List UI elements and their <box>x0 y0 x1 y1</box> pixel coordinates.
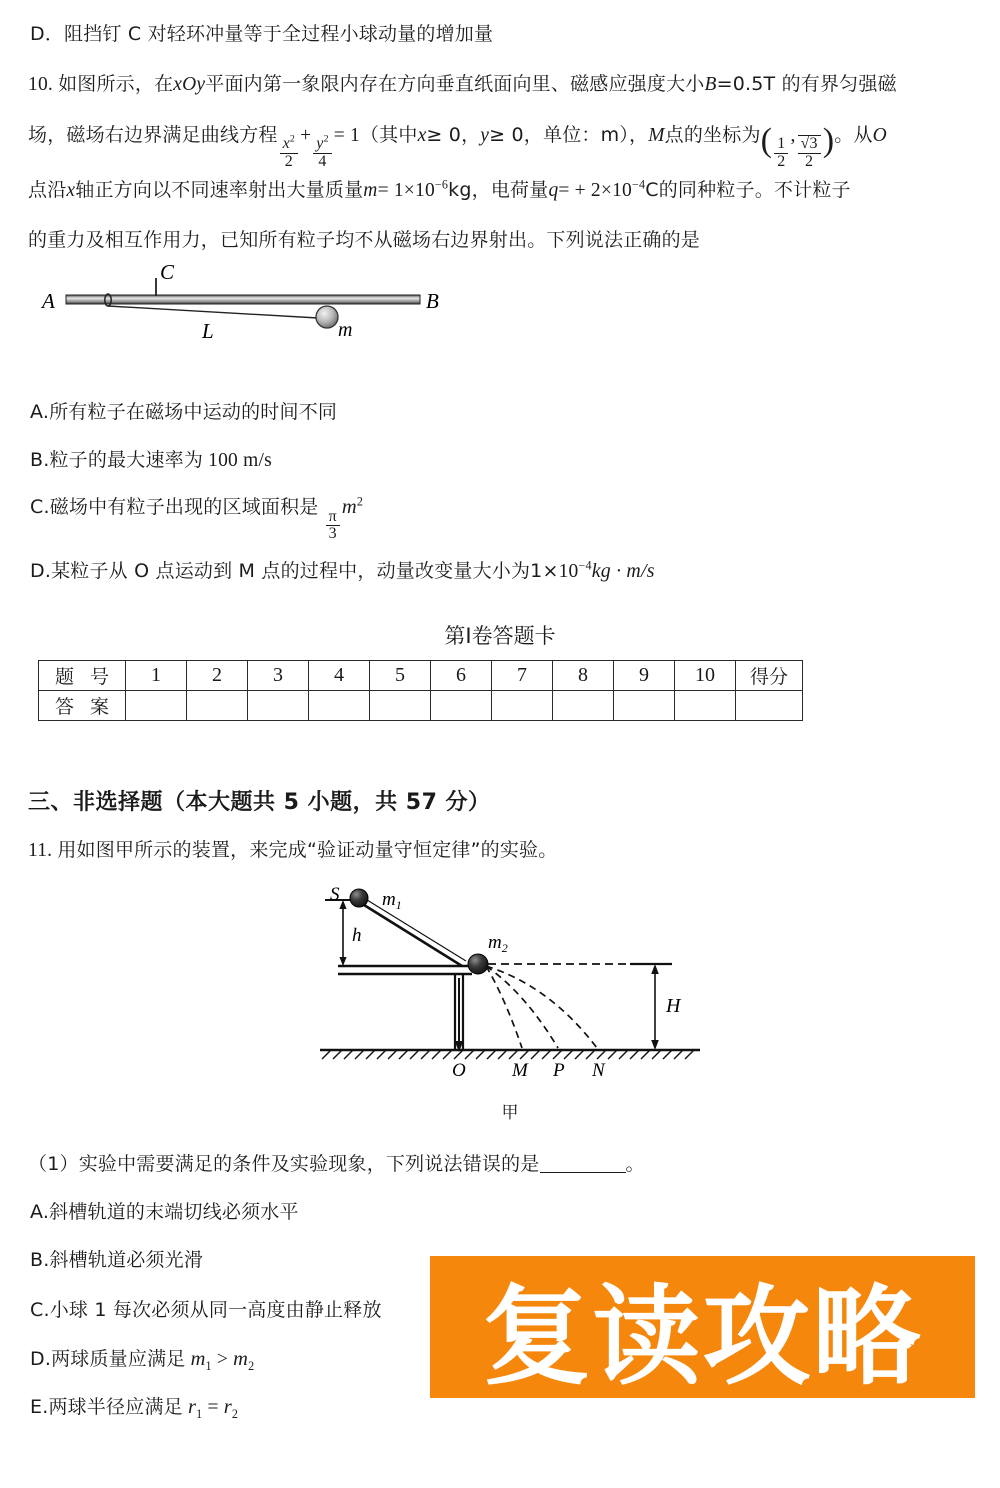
q10-option-d: D.某粒子从 O 点运动到 M 点的过程中，动量改变量大小为$1\times 10^{-4}kg \cdot m/s$ <box>30 558 655 582</box>
ball-m1 <box>350 889 368 907</box>
question-no-9: 9 <box>614 661 675 691</box>
question10-line2: 场，磁场右边界满足曲线方程 $\frac{x^2}{2}$ + $\frac{y^2}{4}$ = 1（其中x≥ 0，y≥ 0，单位：m），M点的坐标为( $\frac{1}{2}$ , $\frac{√3}{2}$ )。从O <box>28 118 887 170</box>
question11-stem <box>28 838 557 864</box>
question-no-8: 8 <box>553 661 614 691</box>
watermark-banner: 复读攻略 <box>430 1256 975 1398</box>
question10-line1 <box>28 72 897 98</box>
ellipse-term-y: $\frac{y^2}{4}$ <box>313 136 331 170</box>
q10-option-a: A.所有粒子在磁场中运动的时间不同 <box>30 401 338 423</box>
q11-option-d: D.两球质量应满足 $m_1 > m_2$ <box>30 1348 255 1373</box>
label-n-point: N <box>592 1060 605 1081</box>
answer-card-title: 第Ⅰ卷答题卡 <box>444 624 556 648</box>
label-l: L <box>202 319 214 342</box>
pi-over-three: $\frac{\pi}{3}$ <box>326 509 340 543</box>
answer-cell-2[interactable] <box>187 691 248 721</box>
inclined-track-edge <box>359 895 466 961</box>
question-no-1: 1 <box>126 661 187 691</box>
q10-b-value: 100 m/s <box>208 450 272 471</box>
figure-jia-caption: 甲 <box>501 1103 519 1123</box>
experiment-figure-svg <box>300 878 720 1093</box>
H-arrow-down <box>651 1040 659 1050</box>
right-paren: ) <box>822 122 835 159</box>
answer-cell-10[interactable] <box>675 691 736 721</box>
label-a: A <box>42 289 55 313</box>
q10-point-O: O <box>872 124 887 146</box>
q10-option-c: C.磁场中有粒子出现的区域面积是 $\frac{\pi}{3}$ $m^2$ <box>30 494 364 542</box>
ellipse-term-x: $\frac{x^2}{2}$ <box>280 136 298 170</box>
answer-cell-1[interactable] <box>126 691 187 721</box>
answer-cell-7[interactable] <box>492 691 553 721</box>
answer-blank[interactable] <box>540 1172 626 1173</box>
q10-option-b: B.粒子的最大速率为 100 m/s <box>30 449 272 471</box>
row-header-question-no: 题 号 <box>39 661 126 691</box>
table-row-answers <box>39 691 803 721</box>
trajectory-to-p <box>486 966 558 1048</box>
answer-cell-5[interactable] <box>370 691 431 721</box>
rod-nail-ball-figure <box>30 262 450 342</box>
question-no-7: 7 <box>492 661 553 691</box>
answer-card-table <box>38 660 803 721</box>
q10-l2-a: 场，磁场右边界满足曲线方程 <box>28 123 278 146</box>
ball-m <box>316 306 338 328</box>
H-arrow-up <box>651 964 659 974</box>
question11-number: 11. <box>28 840 53 861</box>
question10-line3: 点沿x轴正方向以不同速率射出大量质量$m= 1\times 10^{-6}kg$，电荷量$q= + 2\times 10^{-4}C$的同种粒子。不计粒子 <box>28 177 851 201</box>
section-3-heading: 三、非选择题（本大题共 5 小题，共 57 分） <box>28 790 491 815</box>
question9-option-d: D．阻挡钉 C 对轻环冲量等于全过程小球动量的增加量 <box>30 23 494 45</box>
h-arrow-up <box>339 900 346 909</box>
label-m: m <box>338 319 353 341</box>
q11-sub1-prompt: （1）实验中需要满足的条件及实验现象，下列说法错误的是 。 <box>28 1153 645 1175</box>
m-coord-y: $\frac{√3}{2}$ <box>798 135 821 170</box>
question-no-2: 2 <box>187 661 248 691</box>
trajectory-to-m <box>486 966 522 1048</box>
q11-option-e: E.两球半径应满足 $r_1 = r_2$ <box>30 1396 239 1421</box>
h-arrow-down <box>339 957 346 966</box>
row-header-answer: 答 案 <box>39 691 126 721</box>
q11-option-c: C.小球 1 每次必须从同一高度由静止释放 <box>30 1299 382 1321</box>
label-s: S <box>330 884 340 905</box>
score-cell[interactable] <box>736 691 803 721</box>
q10-l1-b: 平面内第一象限内存在方向垂直纸面向里、磁感应强度大小 <box>205 73 705 95</box>
q10-l1-xoy: xOy <box>173 74 206 95</box>
label-o: O <box>452 1060 466 1081</box>
q10-l2-eq: = 1 <box>333 124 360 146</box>
q10-point-M: M <box>648 124 665 146</box>
q11-option-b: B.斜槽轨道必须光滑 <box>30 1249 204 1271</box>
question11-stem-text: 用如图甲所示的装置，来完成“验证动量守恒定律”的实验。 <box>57 839 558 861</box>
label-c: C <box>160 262 175 284</box>
label-b: B <box>426 289 439 313</box>
q10-l1-a: 如图所示，在 <box>58 73 174 95</box>
answer-cell-3[interactable] <box>248 691 309 721</box>
momentum-experiment-figure <box>300 878 720 1093</box>
ball-m2 <box>468 954 488 974</box>
answer-cell-8[interactable] <box>553 691 614 721</box>
label-h-small: h <box>352 925 362 946</box>
inclined-track <box>356 900 462 966</box>
label-m2: $m_2$ <box>488 932 508 955</box>
string-l <box>108 306 318 318</box>
answer-cell-6[interactable] <box>431 691 492 721</box>
label-m-point: M <box>512 1060 528 1081</box>
question10-number: 10. <box>28 74 53 95</box>
q10-l1-bfield: B <box>704 74 717 95</box>
answer-cell-9[interactable] <box>614 691 675 721</box>
table-row-question-numbers <box>39 661 803 691</box>
label-m1: $m_1$ <box>382 889 402 912</box>
q10-l2-b: （其中 <box>359 123 418 146</box>
question-no-5: 5 <box>370 661 431 691</box>
rod-figure-svg <box>30 262 450 342</box>
left-paren: ( <box>760 122 773 159</box>
question-no-4: 4 <box>309 661 370 691</box>
q10-l1-c: =0.5T 的有界匀强磁 <box>716 73 897 95</box>
question-no-10: 10 <box>675 661 736 691</box>
score-label: 得分 <box>736 661 803 691</box>
trajectory-to-n <box>486 966 597 1048</box>
answer-cell-4[interactable] <box>309 691 370 721</box>
m-coord-x: $\frac{1}{2}$ <box>774 136 788 170</box>
label-H-big: H <box>666 995 681 1017</box>
question-no-3: 3 <box>248 661 309 691</box>
question-no-6: 6 <box>431 661 492 691</box>
rod-bar <box>66 295 420 304</box>
q11-option-a: A.斜槽轨道的末端切线必须水平 <box>30 1201 299 1223</box>
ground-hatching <box>322 1050 694 1059</box>
label-p-point: P <box>553 1060 565 1081</box>
question10-line4: 的重力及相互作用力，已知所有粒子均不从磁场右边界射出。下列说法正确的是 <box>28 229 701 251</box>
